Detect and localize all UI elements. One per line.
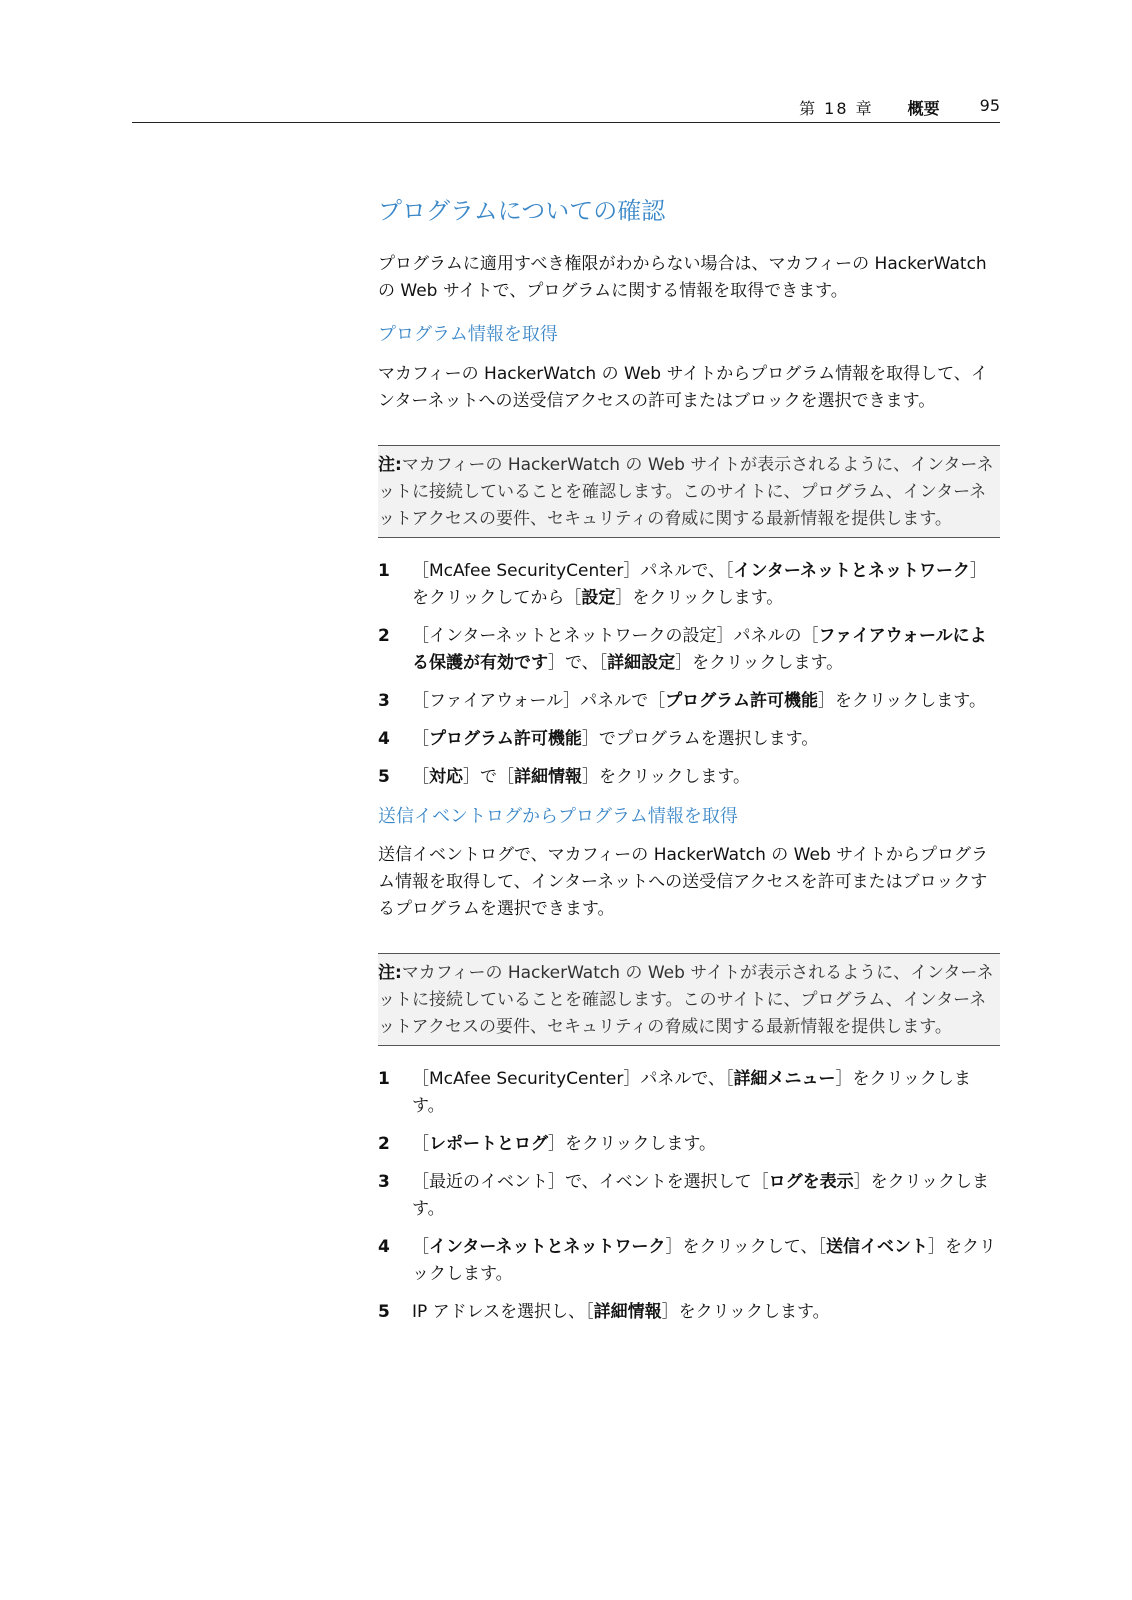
subsection-body-2: 送信イベントログで、マカフィーの HackerWatch の Web サイトからプログラム情報を取得して、インターネットへの送受信アクセスを許可またはブロックするプログラムを選択できます。 bbox=[378, 844, 988, 919]
step-item bbox=[378, 688, 1000, 715]
step-item bbox=[378, 764, 1000, 791]
step-ui-term: インターネットとネットワーク bbox=[733, 560, 971, 581]
step-text: ］をクリックします。 bbox=[661, 1301, 830, 1322]
chapter-label: 第 18 章 bbox=[799, 99, 874, 118]
step-text: ］をクリックして、［ bbox=[665, 1236, 826, 1257]
note-box-1 bbox=[378, 445, 1000, 538]
step-ui-term: ファイアウォールによる保護が有効です bbox=[412, 625, 987, 673]
step-item bbox=[378, 558, 1000, 612]
steps-list-1 bbox=[378, 558, 1000, 791]
note-label: 注: bbox=[378, 454, 402, 475]
step-item bbox=[378, 1066, 1000, 1120]
step-text: ］で、［ bbox=[548, 652, 608, 673]
page-header bbox=[132, 96, 1000, 123]
section-title: プログラムについての確認 bbox=[378, 197, 666, 225]
step-ui-term: ログを表示 bbox=[768, 1171, 854, 1192]
step-number: 4 bbox=[378, 728, 390, 749]
step-text: ］をクリックします。 bbox=[412, 1171, 989, 1219]
page-number: 95 bbox=[979, 96, 1000, 115]
step-text: ］をクリックします。 bbox=[582, 766, 750, 787]
step-text: ［McAfee SecurityCenter］パネルで、［ bbox=[412, 1068, 734, 1089]
step-item bbox=[378, 1131, 1000, 1158]
step-text: ］をクリックしてから［ bbox=[412, 560, 988, 608]
steps-list-2 bbox=[378, 1066, 1000, 1326]
step-ui-term: プログラム許可機能 bbox=[665, 690, 818, 711]
step-text: ］をクリックします。 bbox=[615, 587, 784, 608]
step-ui-term: 送信イベント bbox=[825, 1236, 928, 1257]
step-text: ［ファイアウォール］パネルで［ bbox=[412, 690, 666, 711]
step-number: 3 bbox=[378, 690, 390, 711]
step-number: 2 bbox=[378, 625, 390, 646]
note-box-2 bbox=[378, 953, 1000, 1046]
step-number: 5 bbox=[378, 766, 390, 787]
step-item bbox=[378, 726, 1000, 753]
step-item bbox=[378, 1299, 1000, 1326]
step-ui-term: 詳細メニュー bbox=[733, 1068, 836, 1089]
step-number: 1 bbox=[378, 1068, 390, 1089]
main-content bbox=[378, 196, 1000, 1340]
step-text: ］をクリックします。 bbox=[817, 690, 986, 711]
step-text: ［ bbox=[412, 728, 429, 749]
step-text: ［インターネットとネットワークの設定］パネルの［ bbox=[412, 625, 819, 646]
header-text bbox=[799, 96, 1000, 119]
step-text: ［ bbox=[412, 766, 429, 787]
step-text: ］をクリックします。 bbox=[412, 1068, 971, 1116]
step-ui-term: レポートとログ bbox=[429, 1133, 548, 1154]
subsection-title-2: 送信イベントログからプログラム情報を取得 bbox=[378, 805, 738, 827]
subsection-title-1: プログラム情報を取得 bbox=[378, 324, 558, 346]
step-text: ］をクリックします。 bbox=[412, 1236, 996, 1284]
section-intro: プログラムに適用すべき権限がわからない場合は、マカフィーの HackerWatch の Web サイトで、プログラムに関する情報を取得できます。 bbox=[378, 254, 987, 302]
step-ui-term: プログラム許可機能 bbox=[429, 728, 582, 749]
step-text: ］で［ bbox=[463, 766, 514, 787]
step-text: ［ bbox=[412, 1133, 429, 1154]
note-text: マカフィーの HackerWatch の Web サイトが表示されるように、インターネットに接続していることを確認します。このサイトに、プログラム、インターネットアクセスの要件、セキュリティの脅威に関する最新情報を提供します。 bbox=[378, 962, 994, 1037]
step-text: ］をクリックします。 bbox=[548, 1133, 716, 1154]
step-number: 5 bbox=[378, 1301, 390, 1322]
step-text: IP アドレスを選択し、［ bbox=[412, 1301, 594, 1322]
step-text: ［ bbox=[412, 1236, 429, 1257]
step-number: 2 bbox=[378, 1133, 390, 1154]
note-text: マカフィーの HackerWatch の Web サイトが表示されるように、インターネットに接続していることを確認します。このサイトに、プログラム、インターネットアクセスの要件、セキュリティの脅威に関する最新情報を提供します。 bbox=[378, 454, 994, 529]
step-ui-term: インターネットとネットワーク bbox=[429, 1236, 666, 1257]
step-ui-term: 詳細情報 bbox=[593, 1301, 662, 1322]
step-item bbox=[378, 623, 1000, 677]
step-text: ］をクリックします。 bbox=[675, 652, 844, 673]
chapter-title: 概要 bbox=[907, 99, 940, 118]
subsection-body-1: マカフィーの HackerWatch の Web サイトからプログラム情報を取得して、インターネットへの送受信アクセスの許可またはブロックを選択できます。 bbox=[378, 363, 988, 411]
step-ui-term: 詳細情報 bbox=[514, 766, 582, 787]
note-label: 注: bbox=[378, 962, 402, 983]
step-number: 4 bbox=[378, 1236, 390, 1257]
step-ui-term: 設定 bbox=[581, 587, 616, 608]
step-item bbox=[378, 1234, 1000, 1288]
step-text: ［McAfee SecurityCenter］パネルで、［ bbox=[412, 560, 734, 581]
step-text: ］でプログラムを選択します。 bbox=[581, 728, 819, 749]
step-ui-term: 詳細設定 bbox=[607, 652, 676, 673]
step-number: 3 bbox=[378, 1171, 390, 1192]
step-item bbox=[378, 1169, 1000, 1223]
step-number: 1 bbox=[378, 560, 390, 581]
step-ui-term: 対応 bbox=[429, 766, 463, 787]
step-text: ［最近のイベント］で、イベントを選択して［ bbox=[412, 1171, 769, 1192]
